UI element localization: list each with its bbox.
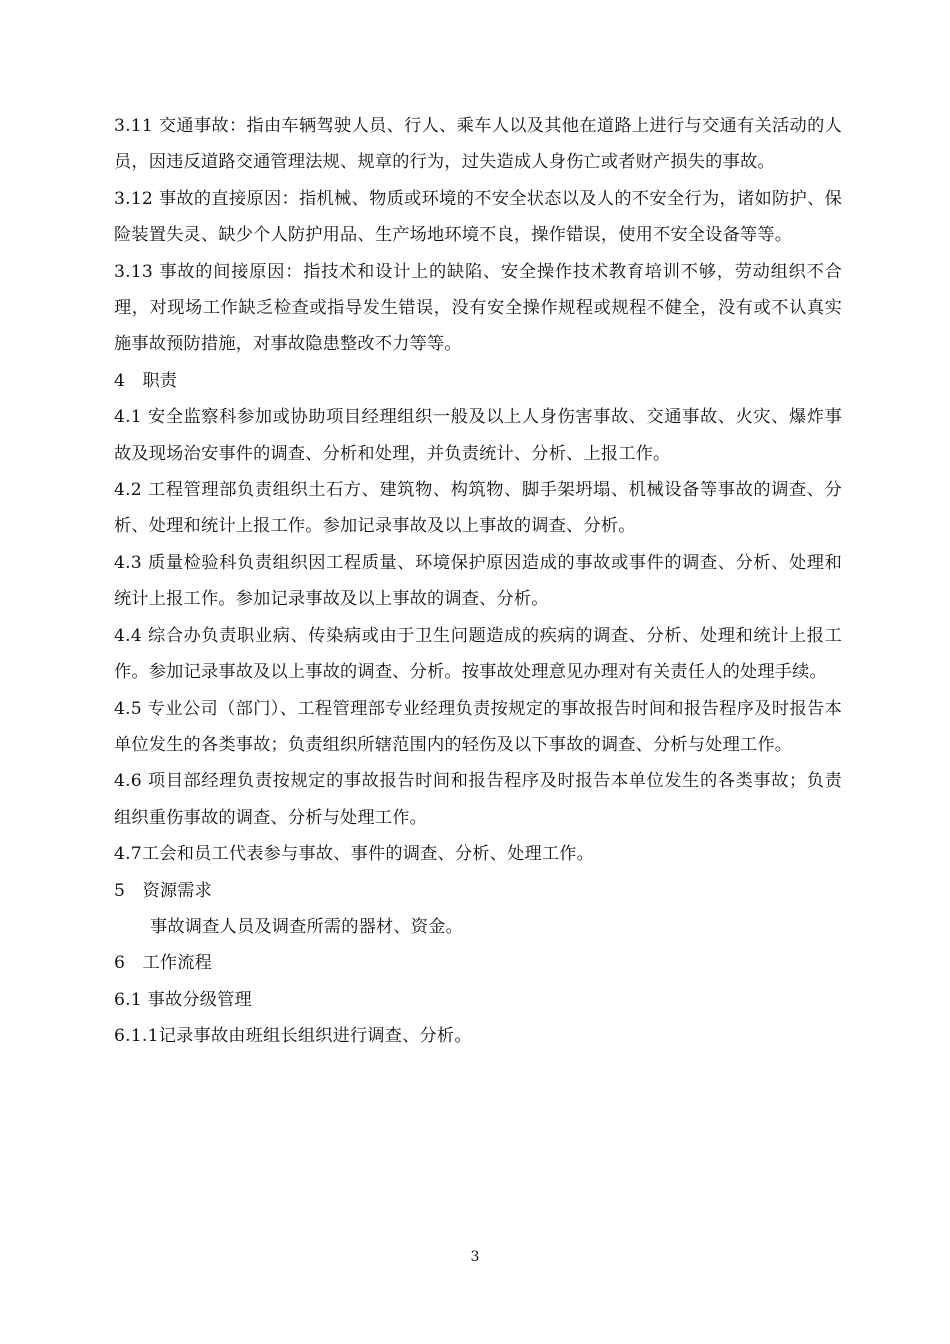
paragraph-4-4: 4.4 综合办负责职业病、传染病或由于卫生问题造成的疾病的调查、分析、处理和统计上报工作。参加记录事故及以上事故的调查、分析。按事故处理意见办理对有关责任人的处理手续。 [114,625,842,683]
subheading-6-1: 6.1 事故分级管理 [114,989,252,1010]
section-heading-5: 5 资源需求 [114,880,213,901]
paragraph-4-5: 4.5 专业公司（部门）、工程管理部专业经理负责按规定的事故报告时间和报告程序及时报告本单位发生的各类事故；负责组织所辖范围内的轻伤及以下事故的调查、分析与处理工作。 [114,698,842,755]
paragraph-5-body: 事故调查人员及调查所需的器材、资金。 [150,916,463,937]
paragraph-3-13: 3.13 事故的间接原因：指技术和设计上的缺陷、安全操作技术教育培训不够，劳动组织不合理，对现场工作缺乏检查或指导发生错误，没有安全操作规程或规程不健全，没有或不认真实施事故预防措施，对事故隐患整改不力等等。 [114,261,842,355]
paragraph-4-7: 4.7工会和员工代表参与事故、事件的调查、分析、处理工作。 [114,844,595,865]
paragraph-4-6: 4.6 项目部经理负责按规定的事故报告时间和报告程序及时报告本单位发生的各类事故；负责组织重伤事故的调查、分析与处理工作。 [114,771,842,828]
paragraph-3-11: 3.11 交通事故：指由车辆驾驶人员、行人、乘车人以及其他在道路上进行与交通有关活动的人员，因违反道路交通管理法规、规章的行为，过失造成人身伤亡或者财产损失的事故。 [114,116,842,173]
section-heading-4: 4 职责 [114,370,178,391]
paragraph-4-2: 4.2 工程管理部负责组织土石方、建筑物、构筑物、脚手架坍塌、机械设备等事故的调查、分析、处理和统计上报工作。参加记录事故及以上事故的调查、分析。 [114,480,842,537]
paragraph-4-3: 4.3 质量检验科负责组织因工程质量、环境保护原因造成的事故或事件的调查、分析、处理和统计上报工作。参加记录事故及以上事故的调查、分析。 [114,552,842,610]
section-heading-6: 6 工作流程 [114,953,213,974]
paragraph-6-1-1: 6.1.1记录事故由班组长组织进行调查、分析。 [114,1026,472,1047]
page-number: 3 [470,1249,480,1265]
paragraph-4-1: 4.1 安全监察科参加或协助项目经理组织一般及以上人身伤害事故、交通事故、火灾、爆炸事故及现场治安事件的调查、分析和处理，并负责统计、分析、上报工作。 [114,407,842,464]
paragraph-3-12: 3.12 事故的直接原因：指机械、物质或环境的不安全状态以及人的不安全行为，诸如防护、保险装置失灵、缺少个人防护用品、生产场地环境不良，操作错误，使用不安全设备等等。 [114,188,842,246]
document-body [114,108,842,1055]
